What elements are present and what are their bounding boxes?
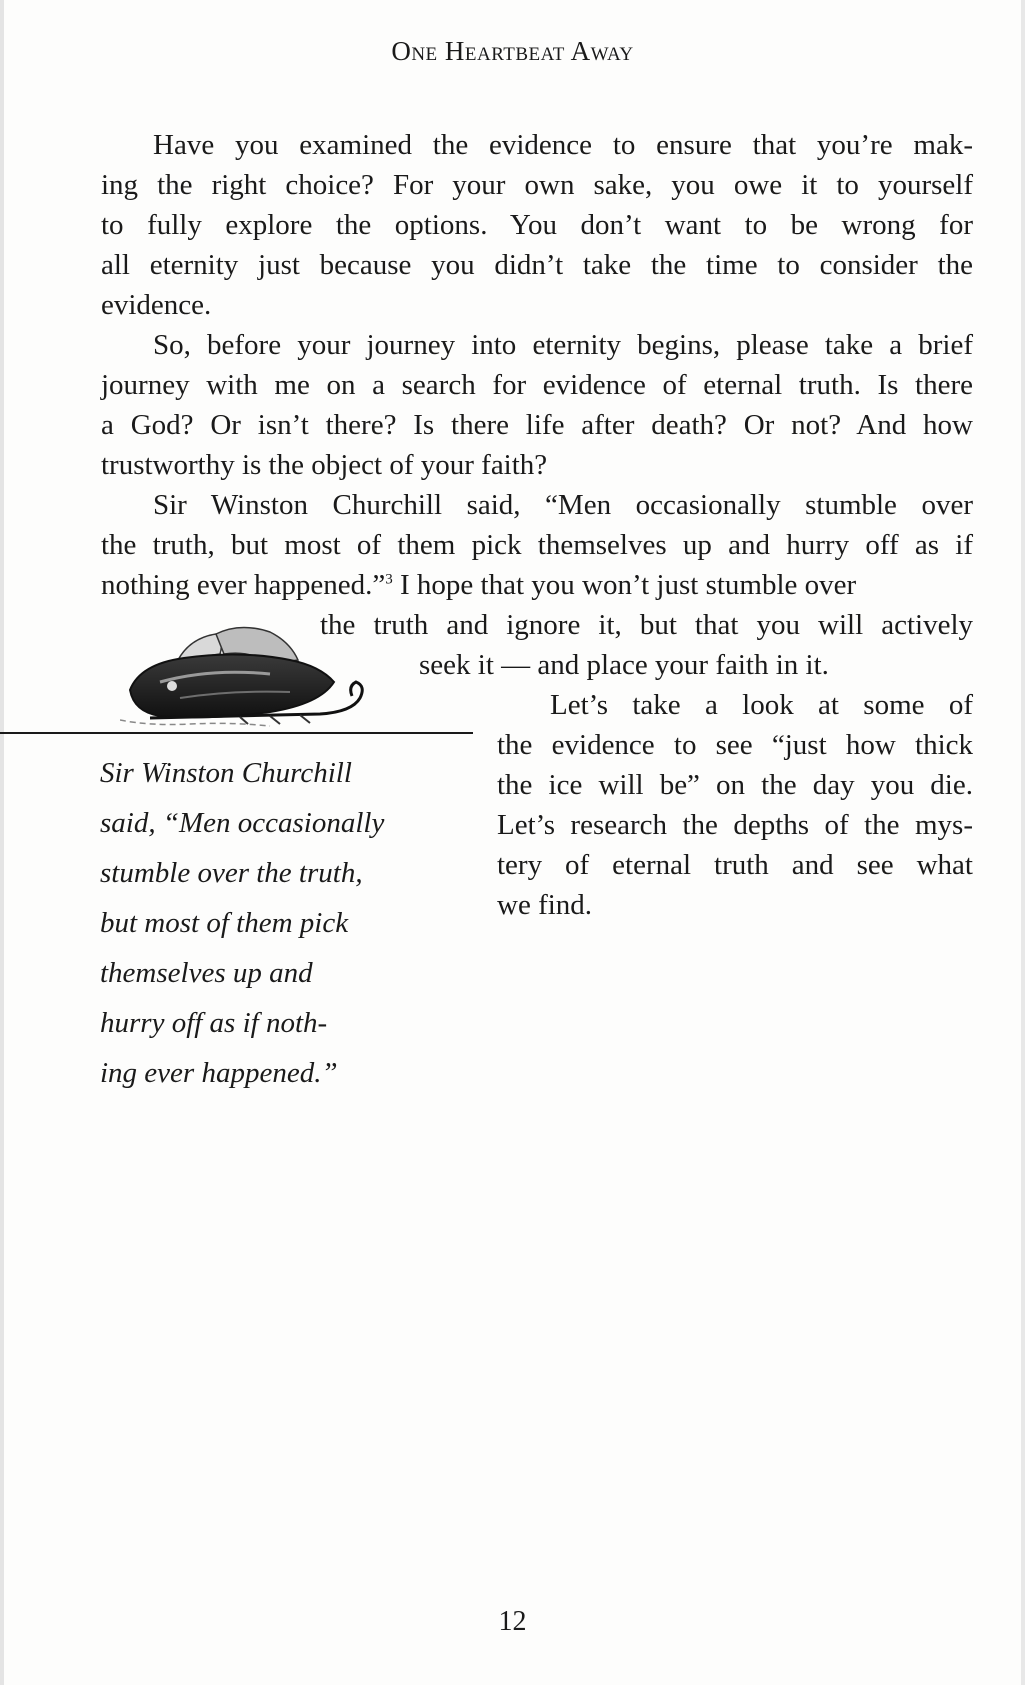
text-line: to fully explore the options. You don’t want to be wrong for: [101, 209, 973, 241]
text-line: Have you examined the evidence to ensure that you’re mak-: [153, 129, 973, 161]
text-line: seek it — and place your faith in it.: [419, 649, 829, 681]
running-head: One Heartbeat Away: [391, 36, 634, 66]
text-line: evidence.: [101, 289, 212, 321]
text-line: the truth and ignore it, but that you will actively: [320, 609, 973, 641]
text-line: Sir Winston Churchill said, “Men occasionally stumble over: [153, 489, 973, 521]
text-line: we find.: [497, 889, 593, 921]
text-line: tery of eternal truth and see what: [497, 849, 973, 881]
page-edge-right: [1021, 0, 1025, 1685]
snowmobile-icon: [120, 620, 380, 730]
sidebar-rule: [0, 732, 473, 734]
footnote-marker: 3: [385, 571, 393, 588]
text-line: trustworthy is the object of your faith?: [101, 449, 548, 481]
pull-quote-line: themselves up and: [100, 957, 313, 989]
text-line: all eternity just because you didn’t take the time to consider the: [101, 249, 973, 281]
text-line: Let’s take a look at some of: [550, 689, 973, 721]
text-fragment: nothing ever happened.”: [101, 569, 386, 601]
text-line: the evidence to see “just how thick: [497, 729, 973, 761]
text-line: a God? Or isn’t there? Is there life after death? Or not? And how: [101, 409, 973, 441]
text-line: journey with me on a search for evidence of eternal truth. Is there: [101, 369, 973, 401]
pull-quote-line: stumble over the truth,: [100, 857, 363, 889]
pull-quote-line: Sir Winston Churchill: [100, 757, 352, 789]
text-line: the truth, but most of them pick themselves up and hurry off as if: [101, 529, 973, 561]
text-line: So, before your journey into eternity begins, please take a brief: [153, 329, 973, 361]
pull-quote-line: ing ever happened.”: [100, 1057, 338, 1089]
page-number: 12: [498, 1606, 527, 1637]
text-line: [101, 565, 856, 605]
pull-quote-line: hurry off as if noth-: [100, 1007, 328, 1039]
text-fragment: I hope that you won’t just stumble over: [392, 569, 857, 601]
text-line: the ice will be” on the day you die.: [497, 769, 973, 801]
text-line: Let’s research the depths of the mys-: [497, 809, 973, 841]
text-line: ing the right choice? For your own sake, you owe it to yourself: [101, 169, 973, 201]
page-edge-left: [0, 0, 4, 1685]
pull-quote-line: said, “Men occasionally: [100, 807, 385, 839]
pull-quote-line: but most of them pick: [100, 907, 349, 939]
